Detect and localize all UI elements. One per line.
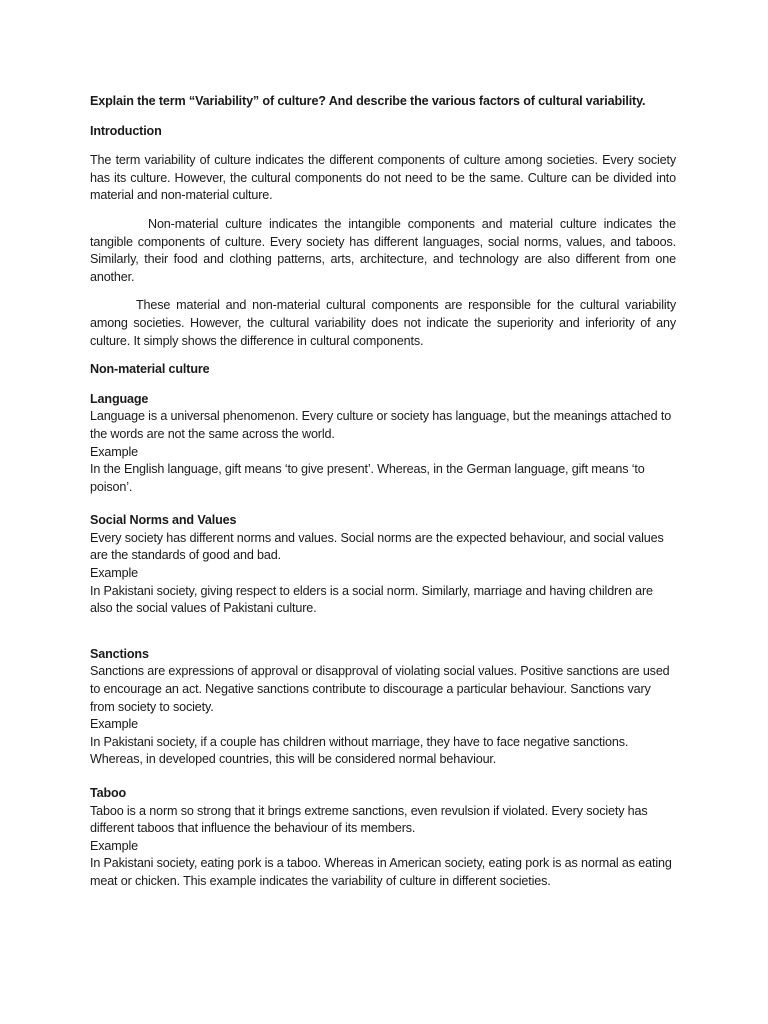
section-text: Taboo is a norm so strong that it brings extreme sanctions, even revulsion if violated. Every society has different taboos that influence the behaviour of its members. <box>90 803 648 836</box>
example-label: Example <box>90 566 138 581</box>
example-text: In Pakistani society, if a couple has children without marriage, they have to face negative sanctions. Whereas, in developed countries, this will be considered normal behaviour. <box>90 734 629 767</box>
intro-paragraph-3: These material and non-material cultural components are responsible for the cultural variability among societies. However, the cultural variability does not indicate the superiority and inferiority of any culture. It simply shows the difference in cultural components. <box>90 298 676 348</box>
non-material-heading: Non-material culture <box>90 362 210 377</box>
section-text: Sanctions are expressions of approval or disapproval of violating social values. Positive sanctions are used to encourage an act. Negative sanctions contribute to discourage a particular behaviour. Sanctions vary from society to society. <box>90 664 670 714</box>
section-text: Every society has different norms and values. Social norms are the expected behaviour, and social values are the standards of good and bad. <box>90 530 664 563</box>
example-label: Example <box>90 444 138 459</box>
section-title: Social Norms and Values <box>90 513 237 528</box>
section-title: Taboo <box>90 786 127 800</box>
section-title: Sanctions <box>90 646 149 661</box>
section-title: Language <box>90 391 149 406</box>
section-sanctions <box>90 646 676 769</box>
intro-paragraph-1: The term variability of culture indicates the different components of culture among societies. Every society has its culture. However, the cultural components do not need to be the same. Culture can be divided into material and non-material culture. <box>90 153 676 203</box>
document-page <box>90 93 676 907</box>
section-language <box>90 391 676 497</box>
example-label: Example <box>90 717 138 732</box>
example-text: In Pakistani society, giving respect to elders is a social norm. Similarly, marriage and having children are also the social values of Pakistani culture. <box>90 583 653 616</box>
example-text: In the English language, gift means ‘to give present’. Whereas, in the German language, gift means ‘to poison’. <box>90 462 645 494</box>
example-label: Example <box>90 838 138 853</box>
section-text: Language is a universal phenomenon. Every culture or society has language, but the meanings attached to the words are not the same across the world. <box>90 409 672 441</box>
intro-paragraph-2: Non-material culture indicates the intangible components and material culture indicates the tangible components of culture. Every society has different languages, social norms, values, and taboos. Similarly, their food and clothing patterns, arts, architecture, and technology are also different from one another. <box>90 216 676 284</box>
section-social-norms <box>90 512 676 618</box>
introduction-heading: Introduction <box>90 123 162 138</box>
section-taboo <box>90 785 676 891</box>
example-text: In Pakistani society, eating pork is a taboo. Whereas in American society, eating pork is as normal as eating meat or chicken. This example indicates the variability of culture in different societies. <box>90 856 672 888</box>
question-heading: Explain the term “Variability” of culture? And describe the various factors of cultural variability. <box>90 94 646 108</box>
